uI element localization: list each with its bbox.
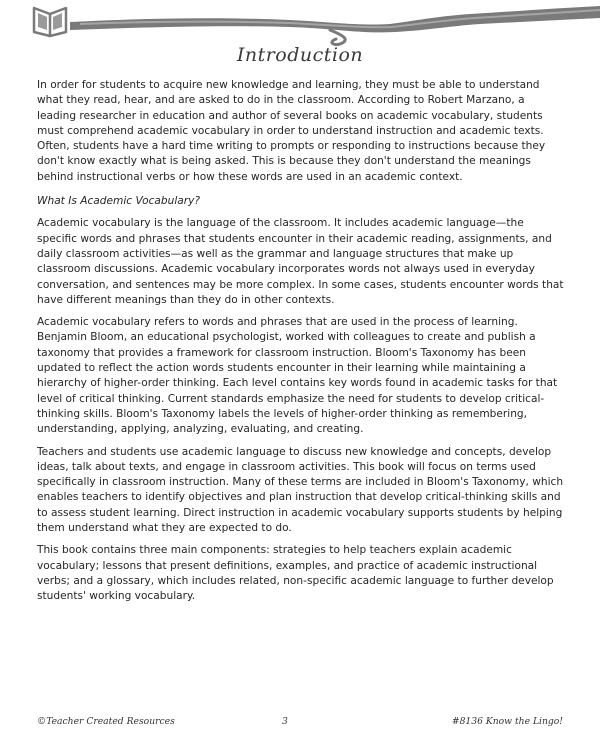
body-text — [37, 78, 565, 612]
header-brush-stroke — [0, 0, 600, 48]
footer-book-title: #8136 Know the Lingo! — [451, 716, 563, 727]
footer-publisher: ©Teacher Created Resources — [37, 716, 175, 727]
open-book-icon — [30, 4, 70, 38]
page-footer — [37, 716, 563, 730]
page-title: Introduction — [236, 44, 364, 66]
classroom-language-paragraph: Teachers and students use academic language to discuss new knowledge and concepts, develop ideas, talk about texts, and engage in classroom activities. This book will focus on terms used specifically in classroom instruction. Many of these terms are included in Bloom's Taxonomy, which enables teachers to identify objectives and plan instruction that develop critical-thinking skills and to assess student learning. Direct instruction in academic vocabulary supports students by helping them understand what they are expected to do. — [37, 445, 564, 535]
bloom-taxonomy-paragraph: Academic vocabulary refers to words and phrases that are used in the process of learning. Benjamin Bloom, an educational psychologist, worked with colleagues to create and publish a taxonomy that provides a framework for classroom instruction. Bloom's Taxonomy has been updated to reflect the action words students encounter in their learning while maintaining a hierarchy of higher-order thinking. Each level contains key words found in academic tasks for that level of critical thinking. Current standards emphasize the need for students to develop critical-thinking skills. Bloom's Taxonomy labels the levels of higher-order thinking as remembering, understanding, applying, analyzing, evaluating, and creating. — [37, 316, 558, 436]
book-components-paragraph: This book contains three main components: strategies to help teachers explain academic vocabulary; lessons that present definitions, examples, and practice of academic instructional verbs; and a glossary, which includes related, non-specific academic language to further develop students' working vocabulary. — [37, 544, 554, 603]
section-subheading: What Is Academic Vocabulary? — [37, 195, 201, 208]
definition-paragraph: Academic vocabulary is the language of the classroom. It includes academic language—the specific words and phrases that students encounter in their academic reading, assignments, and daily classroom activities—as well as the grammar and language structures that make up classroom discussions. Academic vocabulary incorporates words not always used in everyday conversation, and sentences may be more complex. In some cases, students encounter words that have different meanings than they do in other contexts. — [37, 217, 564, 306]
footer-page-number: 3 — [282, 716, 288, 727]
intro-paragraph: In order for students to acquire new knowledge and learning, they must be able to understand what they read, hear, and are asked to do in the classroom. According to Robert Marzano, a leading researcher in education and author of several books on academic vocabulary, students must comprehend academic vocabulary in order to understand instruction and academic texts. Often, students have a hard time writing to prompts or responding to instructions because they don't know exactly what is being asked. This is because they don't understand the meanings behind instructional verbs or how these words are used in an academic context. — [37, 79, 546, 183]
